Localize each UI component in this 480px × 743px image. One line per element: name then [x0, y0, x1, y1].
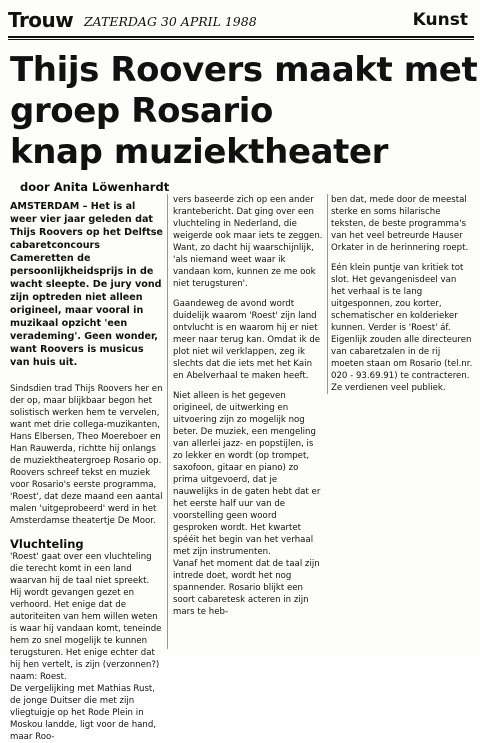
body-paragraph: vers baseerde zich op een ander krantebericht. Dat ging over een vluchteling in Nederland, die weigerde ook maar iets te zeggen. Want, zo dacht hij waarschijnlijk, 'als niemand weet waar ik vandaan kom, kunnen ze me ook niet terugsturen'. — [173, 195, 323, 289]
masthead-rule-thin — [8, 39, 474, 40]
publication-date: ZATERDAG 30 APRIL 1988 — [84, 14, 257, 29]
subheading: Vluchteling — [10, 537, 84, 551]
body-paragraph: Niet alleen is het gegeven origineel, de uitwerking en uitvoering zijn zo mogelijk nog beter. De muziek, een mengeling van allerlei jazz- en popstijlen, is zo lekker en wordt (op trompet, saxofoon, gitaar en piano) zo prima uitgevoerd, dat je nauwelijks in de gaten hebt dat er het eerste half uur van de voorstelling geen woord gesproken wordt. Het kwartet spééit het begin van het verhaal met zijn instrumenten. — [173, 391, 321, 557]
body-paragraph: Eén klein puntje van kritiek tot slot. Het gevangenisdeel van het verhaal is te lang uitgesponnen, zou korter, schematischer en kolderieker kunnen. Verder is 'Roest' áf. Eigenlijk zouden alle directeuren van cabaretzalen in de rij moeten staan om Rosario (tel.nr. 020 - 93.69.91) te contracteren. Ze verdienen veel publiek. — [331, 263, 473, 393]
article-column-1 — [10, 200, 163, 743]
headline — [10, 50, 478, 173]
body-paragraph: ben dat, mede door de meestal sterke en soms hilarische teksten, de beste programma's van het veel betreurde Hauser Orkater in de herinnering roept. — [331, 195, 469, 253]
headline-line: groep Rosario — [10, 91, 273, 131]
lead-paragraph: AMSTERDAM – Het is al weer vier jaar geleden dat Thijs Roovers op het Delftse cabaretconcours Cameretten de persoonlijkheidsprijs in de wacht sleepte. De jury vond zijn optreden niet alleen origineel, maar vooral in muzikaal opzicht 'een verademing'. Geen wonder, want Roovers is musicus van huis uit. — [10, 201, 163, 368]
body-paragraph: Vanaf het moment dat de taal zijn intrede doet, wordt het nog spannender. Rosario blijkt een soort cabaretesk acteren in zijn mars te heb- — [173, 559, 320, 617]
body-paragraph: Gaandeweg de avond wordt duidelijk waarom 'Roest' zijn land ontvlucht is en waarom hij er niet meer naar terug kan. Omdat ik de plot niet wil verklappen, zeg ik slechts dat die iets met het Kain en Abelverhaal te maken heeft. — [173, 299, 321, 381]
article-column-3 — [331, 194, 473, 394]
column-divider — [167, 194, 168, 649]
body-paragraph: 'Roest' gaat over een vluchteling die terecht komt in een land waarvan hij de taal niet spreekt. Hij wordt gevangen gezet en verhoord. Het enige dat de autoriteiten van hem willen weten is waar hij vandaan komt, teneinde hem zo snel mogelijk te kunnen terugsturen. Het enige echter dat hij hen vertelt, is zijn (verzonnen?) naam: Roest. — [10, 552, 162, 682]
body-paragraph: Sindsdien trad Thijs Roovers her en der op, maar blijkbaar begon het solistisch werken hem te vervelen, want met drie collega-muzikanten, Hans Elbersen, Theo Moereboer en Han Rauwerda, richtte hij onlangs de muziektheatergroep Rosario op. Roovers schreef tekst en muziek voor Rosario's eerste programma, 'Roest', dat deze maand een aantal malen 'uitgeprobeerd' werd in het Amsterdamse theatertje De Moor. — [10, 384, 163, 526]
byline: door Anita Löwenhardt — [20, 180, 170, 194]
headline-line: Thijs Roovers maakt met — [10, 50, 478, 90]
body-paragraph: De vergelijking met Mathias Rust, de jonge Duitser die met zijn vliegtuigje op het Rode Plein in Moskou landde, ligt voor de hand, maar Roo- — [10, 684, 157, 742]
masthead-rule — [8, 36, 474, 38]
newspaper-name: Trouw — [8, 8, 74, 32]
section-label: Kunst — [412, 10, 468, 30]
headline-line: knap muziektheater — [10, 132, 389, 172]
column-divider — [327, 194, 328, 394]
masthead — [8, 8, 472, 34]
article-column-2 — [173, 194, 323, 618]
